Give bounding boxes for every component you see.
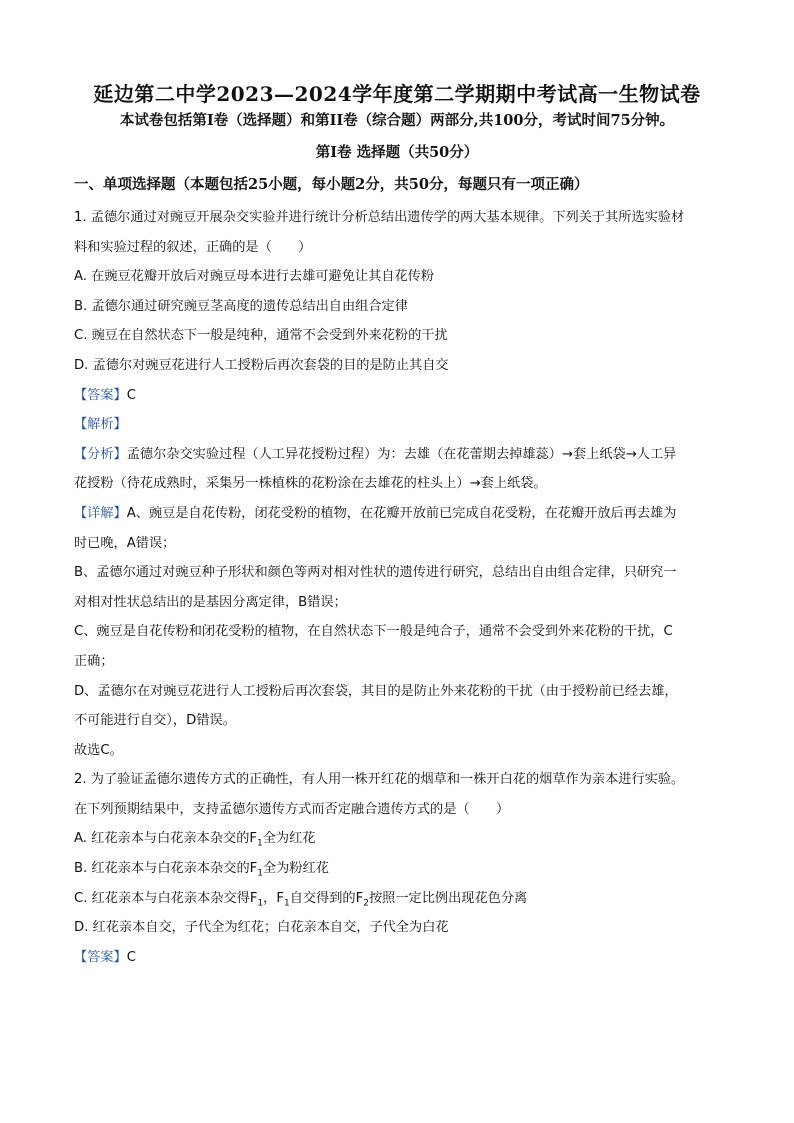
subscript: 1 — [257, 898, 264, 909]
subscript: 1 — [257, 839, 263, 850]
q2-stem-line-1: 2. 为了验证孟德尔遗传方式的正确性，有人用一株开红花的烟草和一株开白花的烟草作为亲本进行实验。 — [74, 772, 685, 788]
answer-value: C — [126, 949, 136, 965]
q2-option-a — [74, 824, 724, 854]
fenxi-text-1: 孟德尔杂交实验过程（人工异花授粉过程）为：去雄（在花蕾期去掉雄蕊）→套上纸袋→人工异 — [126, 446, 677, 462]
q2-option-b — [74, 854, 724, 884]
q1-option-b: B. 孟德尔通过研究豌豆茎高度的遗传总结出自由组合定律 — [74, 298, 408, 314]
answer-tag: 【答案】 — [74, 949, 127, 965]
subscript: 1 — [257, 868, 263, 879]
q2-option-c-text-4: 按照一定比例出现花色分离 — [368, 890, 528, 906]
q2-option-c-text-2: ，F — [263, 890, 284, 906]
q1-xiangjie-a-line-2: 时已晚，A错误； — [74, 535, 176, 551]
section-title: 一、单项选择题（本题包括25小题，每小题2分，共50分，每题只有一项正确） — [74, 176, 589, 193]
q1-conclusion: 故选C。 — [74, 742, 123, 758]
q2-option-d: D. 红花亲本自交，子代全为红花；白花亲本自交，子代全为白花 — [74, 920, 449, 936]
q1-stem-line-2: 料和实验过程的叙述，正确的是（ ） — [74, 239, 312, 255]
q2-option-c-text-1: C. 红花亲本与白花亲本杂交得F — [74, 890, 258, 906]
q1-xiangjie-c-line-2: 正确； — [74, 653, 114, 669]
q1-xiangjie-line-1 — [74, 499, 724, 529]
subscript: 2 — [363, 898, 369, 909]
part-title: 第I卷 选择题（共50分） — [315, 144, 479, 161]
xiangjie-tag: 【详解】 — [74, 505, 127, 521]
q2-option-c-text-3: 自交得到的F — [289, 890, 364, 906]
q1-fenxi-line-2: 花授粉（待花成熟时，采集另一株植株的花粉涂在去雄花的柱头上）→套上纸袋。 — [74, 476, 547, 492]
q2-option-c — [74, 884, 724, 914]
exam-instructions: 本试卷包括第I卷（选择题）和第II卷（综合题）两部分,共100分，考试时间75分钟。 — [119, 112, 675, 129]
q2-option-b-text-end: 全为粉红花 — [263, 861, 329, 877]
q1-stem-line-1: 1. 孟德尔通过对豌豆开展杂交实验并进行统计分析总结出遗传学的两大基本规律。下列关于其所选实验材 — [74, 210, 685, 225]
exam-title: 延边第二中学2023—2024学年度第二学期期中考试高一生物试卷 — [93, 82, 701, 106]
q1-xiangjie-d-line-2: 不可能进行自交），D错误。 — [74, 713, 236, 729]
answer-value: C — [126, 387, 136, 403]
q1-option-d: D. 孟德尔对豌豆花进行人工授粉后再次套袋的目的是防止其自交 — [74, 357, 449, 373]
q1-xiangjie-b-line-2: 对相对性状总结出的是基因分离定律，B错误； — [74, 594, 347, 610]
q2-stem-line-2: 在下列预期结果中，支持孟德尔遗传方式而否定融合遗传方式的是（ ） — [74, 801, 510, 817]
q1-option-a: A. 在豌豆花瓣开放后对豌豆母本进行去雄可避免让其自花传粉 — [74, 269, 435, 285]
analysis-tag: 【解析】 — [74, 417, 127, 433]
fenxi-tag: 【分析】 — [74, 446, 127, 462]
q1-option-c: C. 豌豆在自然状态下一般是纯种，通常不会受到外来花粉的干扰 — [74, 328, 448, 344]
q1-analysis-heading — [74, 410, 724, 440]
q2-option-a-text-end: 全为红花 — [262, 831, 316, 847]
q2-option-a-text: A. 红花亲本与白花亲本杂交的F — [74, 831, 258, 847]
answer-tag: 【答案】 — [74, 387, 127, 403]
xiangjie-text-a1: A、豌豆是自花传粉，闭花受粉的植物，在花瓣开放前已完成自花受粉，在花瓣开放后再去雄为 — [126, 505, 677, 521]
question-body — [74, 203, 724, 972]
q1-xiangjie-c-line-1: C、豌豆是自花传粉和闭花受粉的植物，在自然状态下一般是纯合子，通常不会受到外来花粉的干扰，C — [74, 624, 673, 640]
subscript: 1 — [283, 898, 290, 909]
q1-answer — [74, 381, 724, 411]
q1-xiangjie-b-line-1: B、孟德尔通过对豌豆种子形状和颜色等两对相对性状的遗传进行研究，总结出自由组合定律，只研究一 — [74, 565, 677, 581]
q1-xiangjie-d-line-1: D、孟德尔在对豌豆花进行人工授粉后再次套袋，其目的是防止外来花粉的干扰（由于授粉前已经去雄， — [74, 683, 678, 699]
q2-answer — [74, 943, 724, 973]
q2-option-b-text: B. 红花亲本与白花亲本杂交的F — [74, 861, 258, 877]
q1-fenxi-line-1 — [74, 440, 724, 470]
